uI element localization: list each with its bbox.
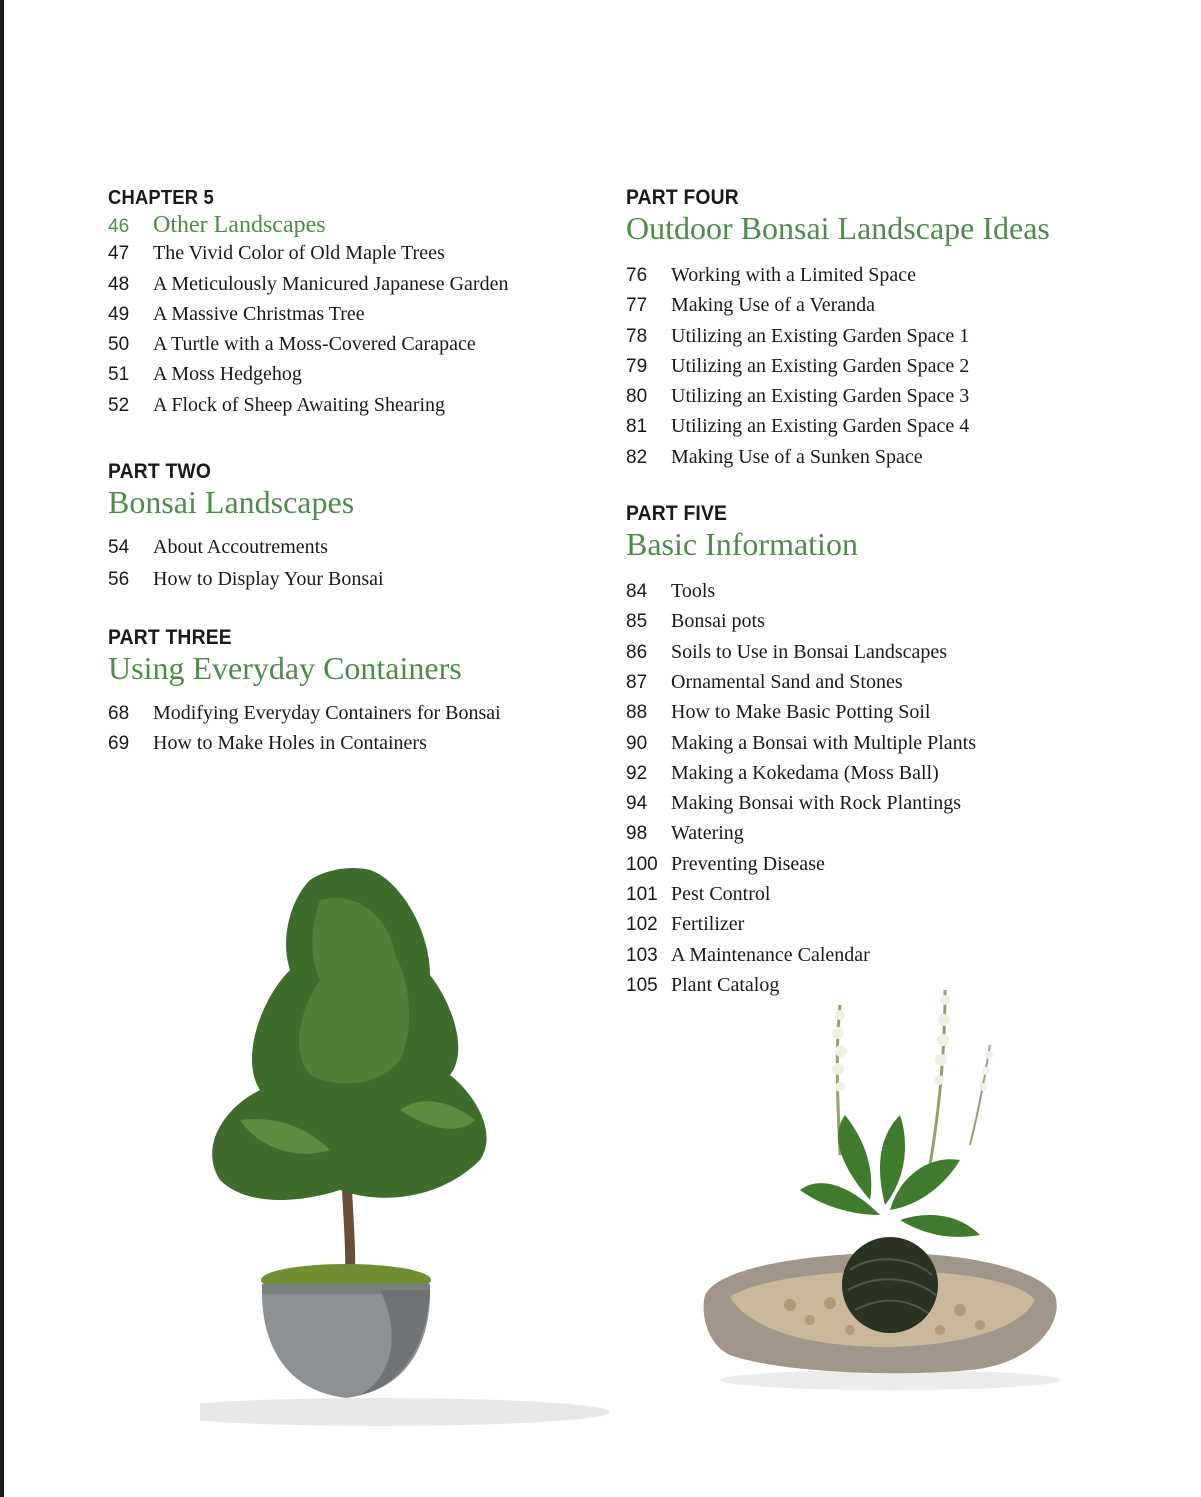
page-number: 88: [626, 702, 648, 724]
toc-left-column: [108, 186, 588, 789]
toc-entry[interactable]: [626, 732, 1146, 762]
toc-entry[interactable]: [626, 580, 1146, 610]
toc-entry[interactable]: [626, 264, 1146, 294]
part-four-section: [626, 186, 1146, 476]
entry-title: Making a Bonsai with Multiple Plants: [671, 731, 976, 754]
entry-title: Making Bonsai with Rock Plantings: [671, 792, 961, 815]
toc-entry[interactable]: [108, 568, 588, 600]
kokedama-stone-tray-illustration: [700, 985, 1070, 1395]
entry-title: Pest Control: [671, 883, 771, 906]
entry-title: A Turtle with a Moss-Covered Carapace: [153, 333, 476, 356]
part-two-section: [108, 460, 588, 600]
page-number: 85: [626, 611, 648, 633]
page-number: 87: [626, 671, 648, 693]
toc-right-column: [626, 186, 1146, 1030]
toc-entry[interactable]: [108, 212, 588, 242]
page-number: 49: [108, 303, 130, 325]
toc-entry[interactable]: [626, 446, 1146, 476]
page-number: 92: [626, 762, 648, 784]
entry-title: How to Make Holes in Containers: [153, 732, 427, 755]
toc-entry[interactable]: [108, 303, 588, 333]
page-number: 79: [626, 355, 648, 377]
entry-title: About Accoutrements: [153, 536, 328, 559]
entry-title: Modifying Everyday Containers for Bonsai: [153, 702, 501, 725]
entry-title: A Maintenance Calendar: [671, 943, 870, 966]
entry-title: Making a Kokedama (Moss Ball): [671, 761, 939, 784]
page-number: 69: [108, 733, 130, 755]
bonsai-tree-pot-illustration: [200, 860, 620, 1440]
chapter-label: CHAPTER 5: [108, 187, 214, 209]
page-number: 84: [626, 581, 648, 603]
page-number: 105: [626, 974, 658, 996]
page-number: 76: [626, 265, 648, 286]
toc-entry[interactable]: [626, 883, 1146, 913]
entry-title: Preventing Disease: [671, 852, 825, 875]
toc-entry[interactable]: [626, 325, 1146, 355]
entry-title: Other Landscapes: [153, 212, 326, 238]
part-two-entries: [108, 536, 588, 600]
part-title: Using Everyday Containers: [108, 650, 462, 687]
toc-entry[interactable]: [626, 355, 1146, 385]
part-title: Bonsai Landscapes: [108, 484, 355, 521]
page-number: 81: [626, 416, 648, 438]
page-number: 80: [626, 386, 648, 408]
entry-title: How to Display Your Bonsai: [153, 568, 384, 591]
toc-entry[interactable]: [626, 415, 1146, 445]
page-number: 78: [626, 325, 648, 347]
toc-entry[interactable]: [626, 671, 1146, 701]
page-number: 103: [626, 944, 658, 966]
page-number: 68: [108, 703, 130, 725]
entry-title: Ornamental Sand and Stones: [671, 670, 903, 693]
page-number: 47: [108, 243, 130, 265]
part-three-section: [108, 626, 588, 763]
entry-title: Utilizing an Existing Garden Space 3: [671, 385, 970, 408]
entry-title: Utilizing an Existing Garden Space 1: [671, 324, 970, 347]
part-five-entries: [626, 580, 1146, 1004]
entry-title: Bonsai pots: [671, 610, 765, 633]
toc-entry[interactable]: [108, 536, 588, 568]
page-number: 100: [626, 853, 658, 875]
toc-entry[interactable]: [626, 610, 1146, 640]
part-label: PART FIVE: [626, 502, 728, 526]
toc-entry[interactable]: [626, 822, 1146, 852]
toc-entry[interactable]: [108, 702, 588, 732]
toc-entry[interactable]: [626, 944, 1146, 974]
entry-title: Utilizing an Existing Garden Space 2: [671, 354, 970, 377]
entry-title: How to Make Basic Potting Soil: [671, 701, 931, 724]
page-number: 82: [626, 446, 648, 468]
entry-title: Working with a Limited Space: [671, 264, 916, 286]
entry-title: Making Use of a Veranda: [671, 294, 876, 317]
page-number: 52: [108, 394, 130, 416]
toc-entry[interactable]: [626, 853, 1146, 883]
page-number: 56: [108, 569, 130, 591]
page-number: 46: [108, 216, 130, 237]
entry-title: Watering: [671, 822, 744, 845]
part-label: PART THREE: [108, 626, 232, 650]
toc-entry[interactable]: [626, 641, 1146, 671]
toc-entry[interactable]: [108, 394, 588, 424]
toc-entry[interactable]: [626, 385, 1146, 415]
page-number: 48: [108, 273, 130, 295]
toc-entry[interactable]: [626, 701, 1146, 731]
toc-entry[interactable]: [626, 294, 1146, 324]
toc-entry[interactable]: [108, 732, 588, 762]
page-edge: [0, 0, 4, 1497]
entry-title: The Vivid Color of Old Maple Trees: [153, 242, 445, 265]
page-number: 90: [626, 732, 648, 754]
page-number: 94: [626, 793, 648, 815]
page-number: 102: [626, 914, 658, 936]
page-number: 86: [626, 641, 648, 663]
entry-title: Soils to Use in Bonsai Landscapes: [671, 640, 948, 663]
entry-title: Tools: [671, 580, 716, 603]
part-title: Basic Information: [626, 526, 858, 563]
toc-entry[interactable]: [626, 913, 1146, 943]
toc-entry[interactable]: [108, 333, 588, 363]
part-label: PART TWO: [108, 460, 212, 484]
page-number: 51: [108, 364, 130, 386]
toc-entry[interactable]: [626, 762, 1146, 792]
toc-entry[interactable]: [108, 242, 588, 272]
chapter-5-entries: [108, 212, 588, 424]
part-title: Outdoor Bonsai Landscape Ideas: [626, 210, 1050, 246]
entry-title: A Flock of Sheep Awaiting Shearing: [153, 393, 446, 416]
part-three-entries: [108, 702, 588, 763]
toc-entry[interactable]: [108, 273, 588, 303]
part-five-section: [626, 502, 1146, 1004]
page-number: 50: [108, 334, 130, 356]
chapter-5-section: [108, 186, 588, 424]
entry-title: A Massive Christmas Tree: [153, 302, 365, 325]
entry-title: Plant Catalog: [671, 973, 780, 996]
entry-title: Making Use of a Sunken Space: [671, 445, 923, 468]
part-four-entries: [626, 264, 1146, 476]
entry-title: Utilizing an Existing Garden Space 4: [671, 415, 970, 438]
toc-entry[interactable]: [626, 792, 1146, 822]
page-number: 54: [108, 537, 130, 559]
entry-title: Fertilizer: [671, 913, 745, 936]
entry-title: A Meticulously Manicured Japanese Garden: [153, 272, 509, 295]
entry-title: A Moss Hedgehog: [153, 363, 302, 386]
toc-entry[interactable]: [108, 363, 588, 393]
page-number: 98: [626, 823, 648, 845]
part-label: PART FOUR: [626, 186, 739, 209]
page-number: 101: [626, 884, 658, 906]
page-number: 77: [626, 295, 648, 317]
